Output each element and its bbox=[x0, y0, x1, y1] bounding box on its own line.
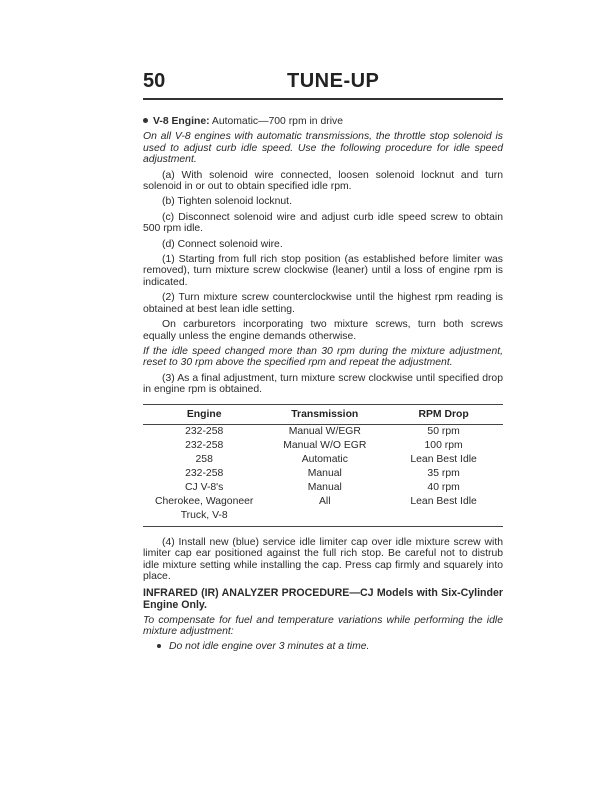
table-row bbox=[143, 495, 503, 527]
table-cell: 258 bbox=[195, 453, 213, 465]
idle-speed-note: If the idle speed changed more than 30 rpm during the mixture adjustment, reset to 30 rpm above the specified rpm and repeat the adjustment. bbox=[143, 345, 503, 369]
column-header: Engine bbox=[143, 404, 265, 424]
table-cell: 50 rpm bbox=[427, 425, 460, 437]
step-a: (a) With solenoid wire connected, loosen solenoid locknut and turn solenoid in or out to obtain specified idle rpm. bbox=[143, 169, 503, 193]
table-cell: Cherokee, Wagoneer Truck, V-8 bbox=[143, 495, 265, 527]
table-cell: Manual bbox=[307, 481, 342, 493]
table-cell: All bbox=[265, 495, 384, 527]
table-header-row bbox=[143, 404, 503, 424]
v8-engine-value: Automatic—700 rpm in drive bbox=[209, 116, 343, 127]
step-c: (c) Disconnect solenoid wire and adjust curb idle speed screw to obtain 500 rpm idle. bbox=[143, 211, 503, 235]
v8-engine-spec bbox=[143, 116, 503, 127]
table-cell: 232-258 bbox=[185, 425, 224, 437]
table-row bbox=[143, 439, 503, 453]
header-rule bbox=[143, 98, 503, 100]
step-3: (3) As a final adjustment, turn mixture screw clockwise until specified drop in engine rpm is obtained. bbox=[143, 372, 503, 396]
table-cell: Lean Best Idle bbox=[410, 453, 477, 465]
table-cell: Manual W/EGR bbox=[288, 425, 361, 437]
table-row bbox=[143, 424, 503, 439]
page-header bbox=[143, 70, 503, 102]
step-1: (1) Starting from full rich stop position (as established before limiter was removed), turn mixture screw clockwise (leaner) until a loss of engine rpm is indicated. bbox=[143, 254, 503, 288]
step-2: (2) Turn mixture screw counterclockwise until the highest rpm reading is obtained at best lean idle setting. bbox=[143, 292, 503, 315]
table-row bbox=[143, 467, 503, 481]
page-body bbox=[143, 116, 503, 657]
table-cell: 232-258 bbox=[185, 467, 224, 479]
step-4: (4) Install new (blue) service idle limiter cap over idle mixture screw with limiter cap ear positioned against the full rich stop. Be careful not to distrub idle mixture setting while installing the cap. Press cap firmly and squarely into place. bbox=[143, 536, 503, 583]
rpm-drop-table bbox=[143, 404, 503, 527]
list-item bbox=[143, 641, 503, 652]
table-cell: 100 rpm bbox=[424, 439, 463, 451]
two-screw-note: On carburetors incorporating two mixture screws, turn both screws equally unless the engine demands otherwise. bbox=[143, 319, 503, 342]
table-cell: 40 rpm bbox=[427, 481, 460, 493]
column-header: RPM Drop bbox=[384, 404, 503, 424]
table-cell: 232-258 bbox=[185, 439, 224, 451]
step-d: (d) Connect solenoid wire. bbox=[162, 238, 283, 250]
note-paragraph: On all V-8 engines with automatic transmissions, the throttle stop solenoid is used to adjust curb idle speed. Use the following procedure for idle speed adjustment. bbox=[143, 131, 503, 166]
bullet-icon bbox=[143, 118, 148, 123]
section-heading: INFRARED (IR) ANALYZER PROCEDURE—CJ Models with Six-Cylinder Engine Only. bbox=[143, 586, 503, 611]
table-row bbox=[143, 453, 503, 467]
table-cell: Automatic bbox=[301, 453, 348, 465]
table-cell: Lean Best Idle bbox=[384, 495, 503, 527]
table-cell: Manual bbox=[307, 467, 342, 479]
column-header: Transmission bbox=[265, 404, 384, 424]
ir-intro-paragraph: To compensate for fuel and temperature variations while performing the idle mixture adjustment: bbox=[143, 614, 503, 637]
step-b: (b) Tighten solenoid locknut. bbox=[162, 196, 292, 208]
list-item-text: Do not idle engine over 3 minutes at a time. bbox=[169, 641, 370, 653]
table-cell: CJ V-8's bbox=[185, 481, 224, 493]
table-row bbox=[143, 481, 503, 495]
v8-engine-label: V-8 Engine: bbox=[153, 116, 210, 127]
bullet-icon bbox=[157, 644, 161, 648]
page-title: TUNE-UP bbox=[287, 70, 380, 92]
table-cell: 35 rpm bbox=[427, 467, 460, 479]
table-cell: Manual W/O EGR bbox=[283, 439, 367, 451]
page-number: 50 bbox=[143, 70, 166, 92]
